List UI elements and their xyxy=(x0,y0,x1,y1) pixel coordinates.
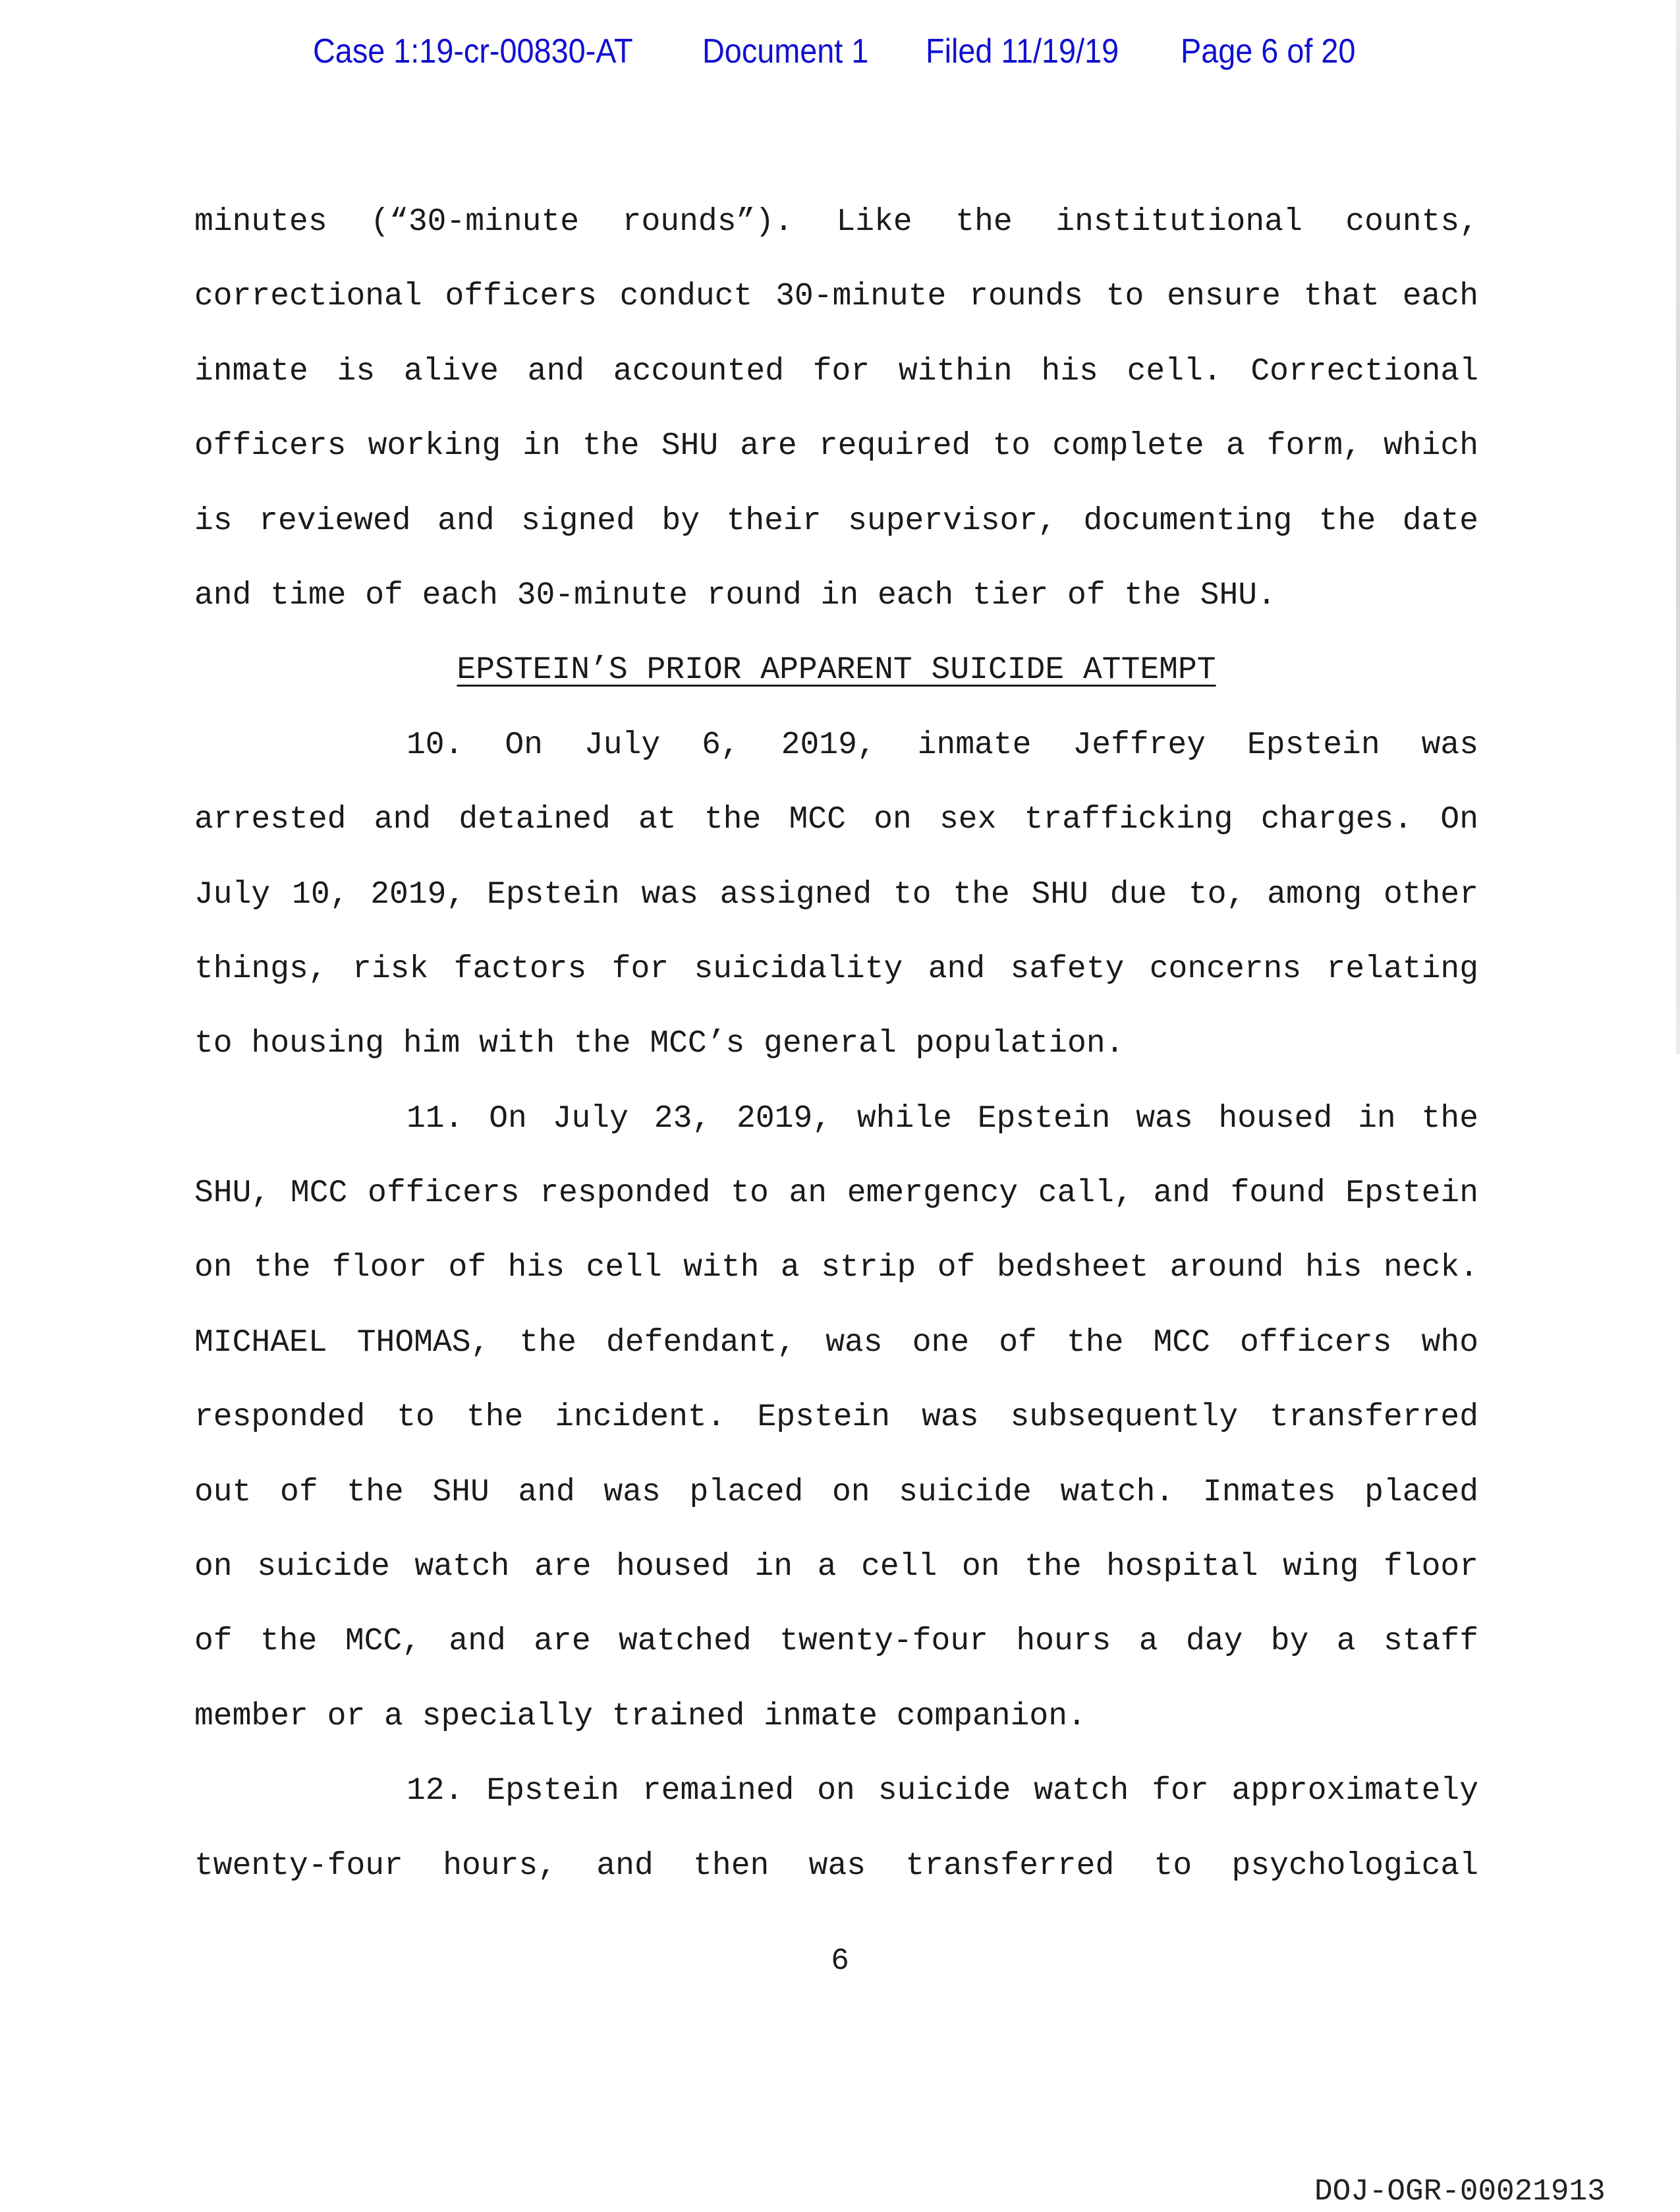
text-line: correctional officers conduct 30-minute rounds to ensure that each xyxy=(194,279,1478,315)
header-filed-date: Filed 11/19/19 xyxy=(926,32,1119,71)
text-line: on suicide watch are housed in a cell on the hospital wing floor xyxy=(194,1549,1478,1585)
text-line: is reviewed and signed by their supervisor, documenting the date xyxy=(194,503,1478,539)
paragraph-12-start: 12. Epstein remained on suicide watch for approximately xyxy=(406,1773,1478,1809)
text-line: of the MCC, and are watched twenty-four hours a day by a staff xyxy=(194,1624,1478,1660)
text-line: responded to the incident. Epstein was subsequently transferred xyxy=(194,1400,1478,1436)
text-line: SHU, MCC officers responded to an emergency call, and found Epstein xyxy=(194,1176,1478,1212)
section-heading-text: EPSTEIN’S PRIOR APPARENT SUICIDE ATTEMPT xyxy=(457,652,1216,689)
text-line: out of the SHU and was placed on suicide watch. Inmates placed xyxy=(194,1474,1478,1510)
text-line: MICHAEL THOMAS, the defendant, was one of the MCC officers who xyxy=(194,1324,1478,1361)
text-line: arrested and detained at the MCC on sex trafficking charges. On xyxy=(194,802,1478,838)
text-line: on the floor of his cell with a strip of bedsheet around his neck. xyxy=(194,1250,1478,1286)
header-page: Page 6 of 20 xyxy=(1181,32,1356,71)
header-case-number: Case 1:19-cr-00830-AT xyxy=(313,32,633,71)
page-number: 6 xyxy=(831,1944,849,1978)
text-line: and time of each 30-minute round in each tier of the SHU. xyxy=(194,577,1276,613)
scan-edge xyxy=(1676,0,1680,1054)
text-line: inmate is alive and accounted for within his cell. Correctional xyxy=(194,353,1478,389)
text-line: officers working in the SHU are required to complete a form, which xyxy=(194,428,1478,465)
text-line: twenty-four hours, and then was transferred to psychological xyxy=(194,1848,1478,1884)
text-line: July 10, 2019, Epstein was assigned to the SHU due to, among other xyxy=(194,876,1478,913)
text-line: things, risk factors for suicidality and safety concerns relating xyxy=(194,951,1478,987)
paragraph-10-start: 10. On July 6, 2019, inmate Jeffrey Epstein was xyxy=(406,727,1478,763)
document-body xyxy=(194,185,1478,1904)
header-document: Document 1 xyxy=(702,32,869,71)
text-line: to housing him with the MCC’s general population. xyxy=(194,1026,1125,1062)
text-line: member or a specially trained inmate companion. xyxy=(194,1698,1086,1734)
paragraph-11-start: 11. On July 23, 2019, while Epstein was housed in the xyxy=(406,1100,1478,1137)
section-heading xyxy=(194,633,1478,708)
bates-number: DOJ-OGR-00021913 xyxy=(1314,2174,1606,2209)
text-line: minutes (“30-minute rounds”). Like the institutional counts, xyxy=(194,204,1478,240)
